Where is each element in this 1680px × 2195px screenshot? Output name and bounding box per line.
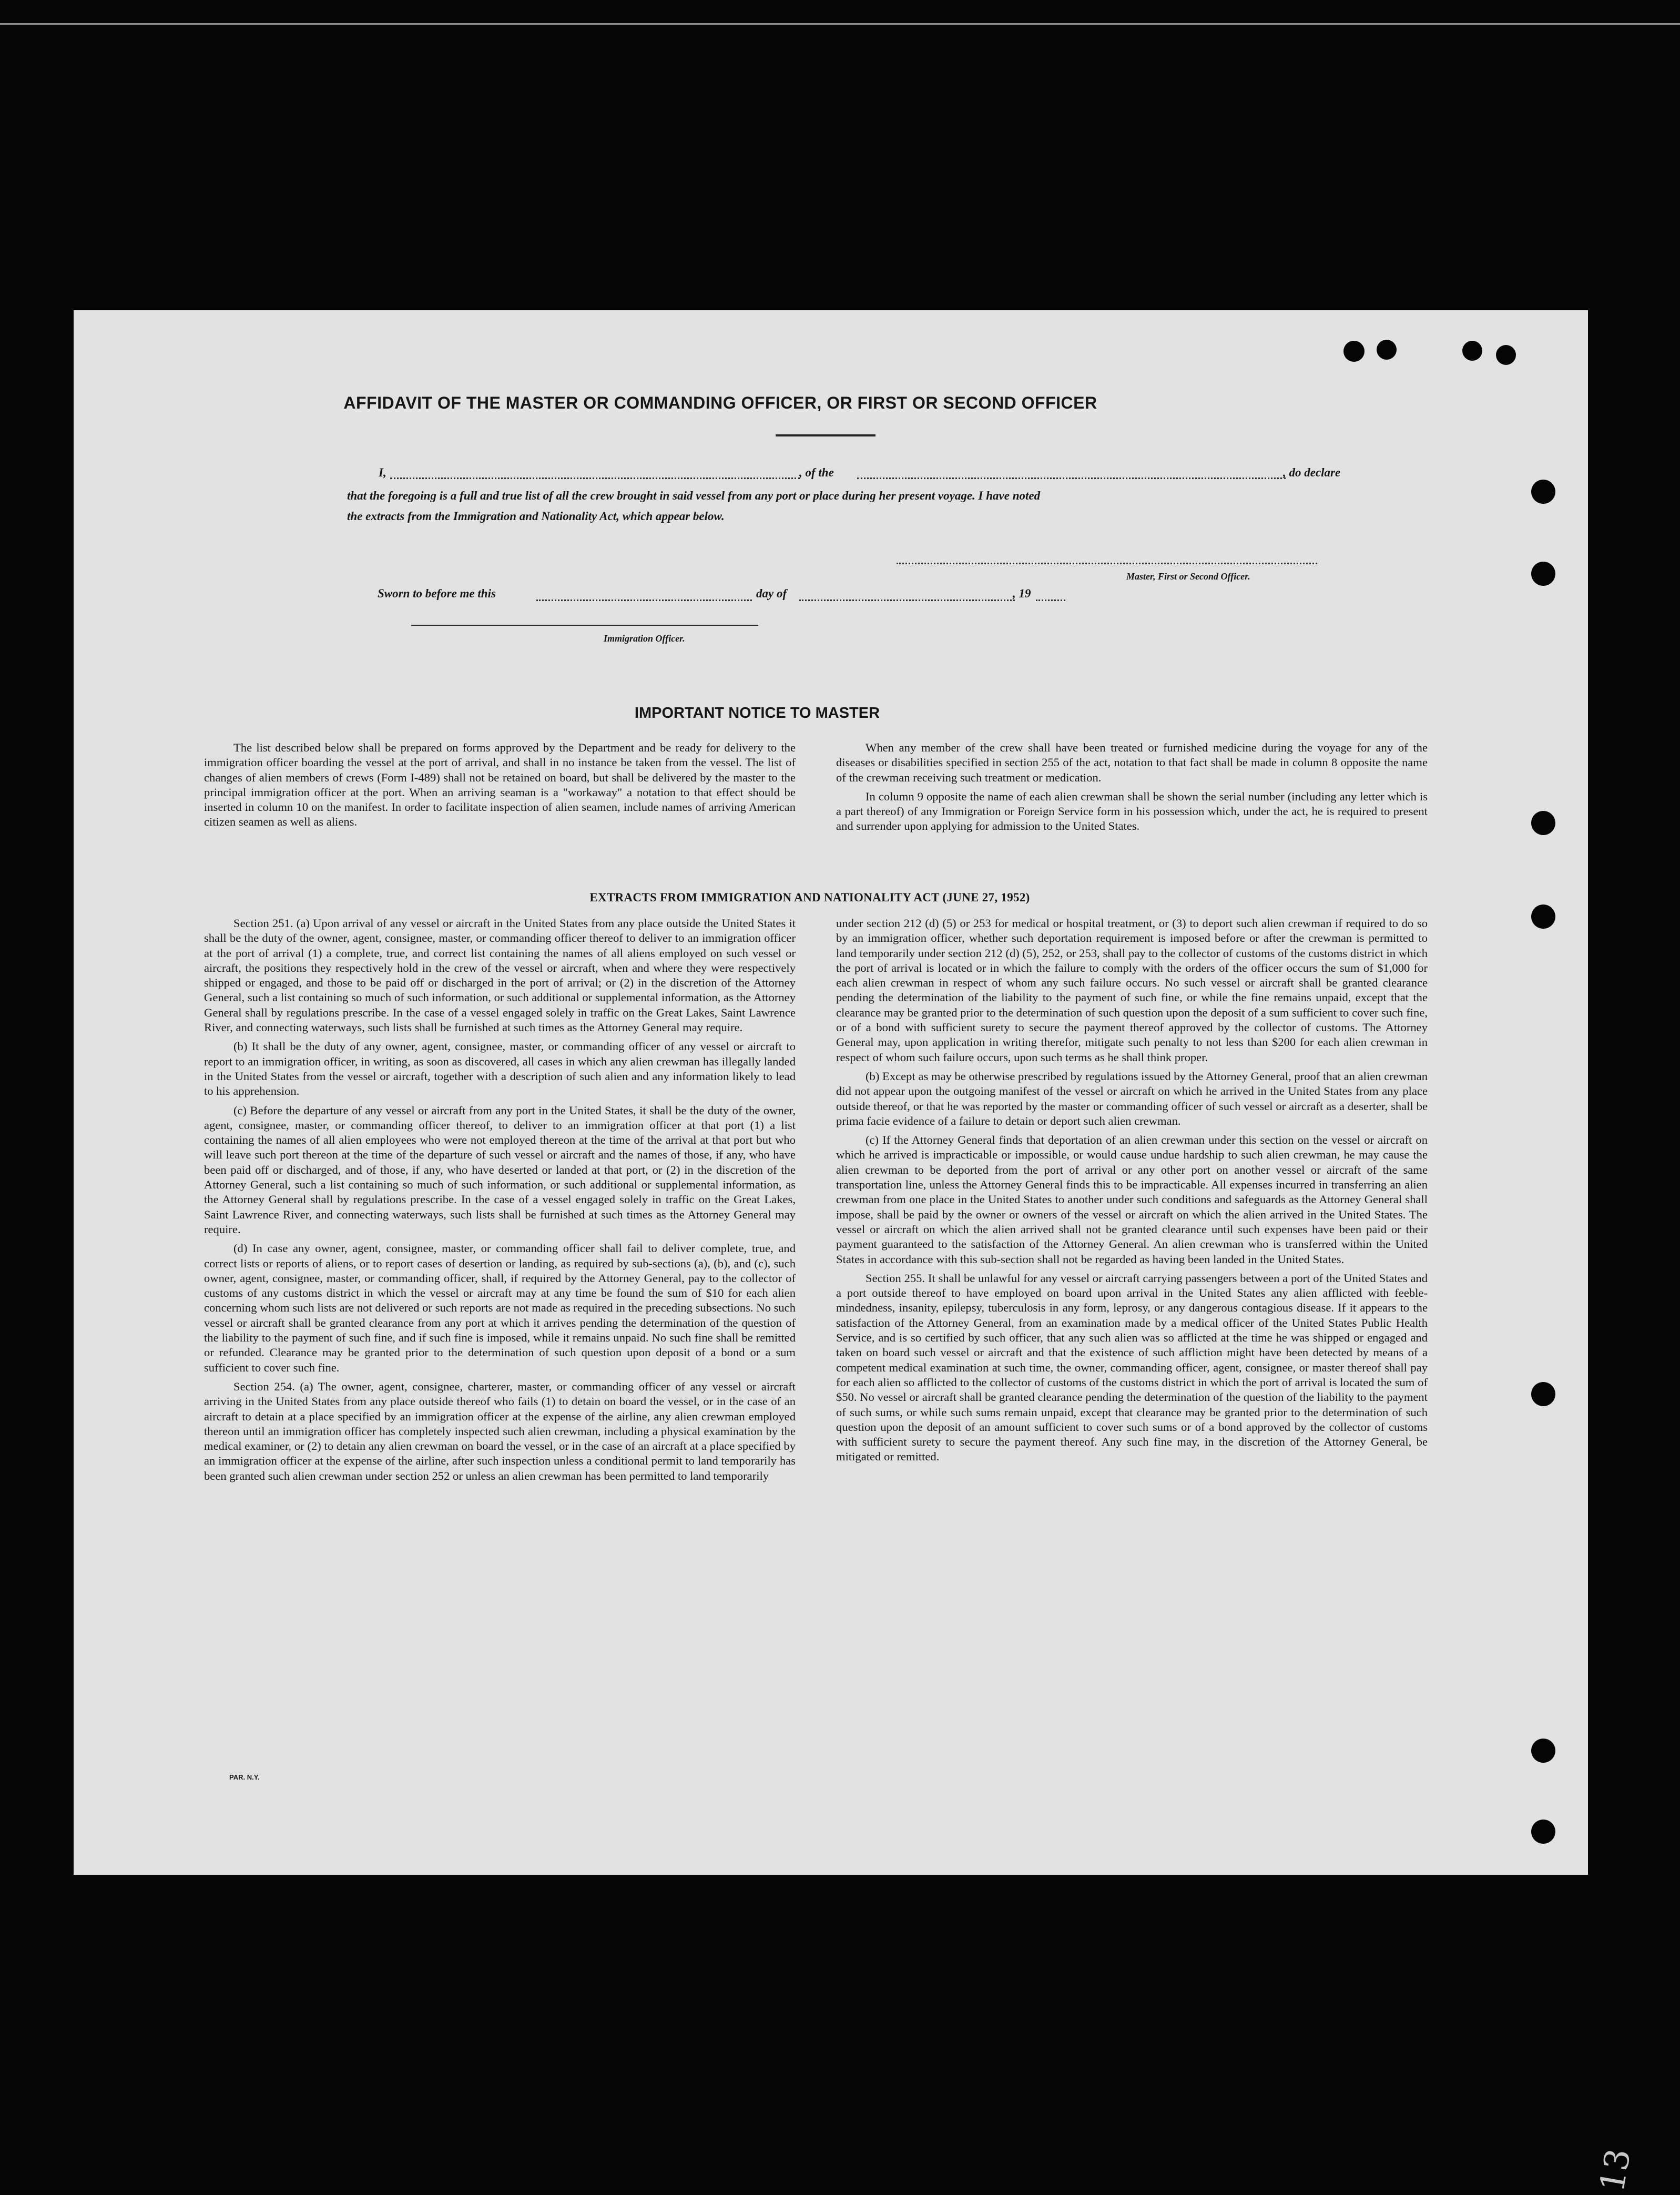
extracts-left-column <box>204 916 796 1488</box>
immigration-officer-signature-line[interactable] <box>411 625 758 626</box>
punch-hole-top-3 <box>1462 341 1482 361</box>
title-underline <box>776 434 875 436</box>
section-254-c: (c) If the Attorney General finds that deportation of an alien crewman under this section on the vessel or aircraft on which he arrived is impracticable or impossible, or would cause undue hardship to such alien crewman, he may cause the alien crewman to be deported from the port of arrival or any other port on another vessel or aircraft of the same transportation line, unless the Attorney General finds this to be impracticable. All expenses incurred in transferring an alien crewman from one place in the United States to another under such conditions and safeguards as the Attorney General shall impose, shall be paid by the owner or owners of the vessel or aircraft on which the alien arrived in the United States. The vessel or aircraft on which the alien arrived shall not be granted clearance until such expenses have been paid or their payment guaranteed to the satisfaction of the Attorney General. An alien crewman who is transferred within the United States in accordance with this sub-section shall not be regarded as having been landed in the United States. <box>836 1133 1428 1266</box>
section-251-a: Section 251. (a) Upon arrival of any vessel or aircraft in the United States from any place outside the United States it shall be the duty of the owner, agent, consignee, master, or commanding officer thereof to deliver to an immigration officer at the port of arrival (1) a complete, true, and correct list containing the names of all aliens employed on such vessel or aircraft, the positions they respectively hold in the crew of the vessel or aircraft, when and where they were respectively shipped or engaged, and those to be paid off or discharged in the port of arrival; or (2) in the discretion of the Attorney General, such a list containing so much of such information, or such additional or supplemental information, as the Attorney General shall by regulations prescribe. In the case of a vessel engaged solely in traffic on the Great Lakes, Saint Lawrence River, and connecting waterways, such lists shall be furnished at such times as the Attorney General may require. <box>204 917 796 1034</box>
sworn-year-field-line[interactable] <box>1036 599 1065 601</box>
section-251-c: (c) Before the departure of any vessel or aircraft from any port in the United States, it shall be the duty of the owner, agent, consignee, master, or commanding officer thereof, to deliver to an immigration officer at that port (1) a list containing the names of all alien employees who were not employed thereon at the time of the arrival at that port but who will leave such port thereon at the time of the departure of such vessel or aircraft and the names of those, if any, who have been paid off or discharged, and of those, if any, who have deserted or landed at that port, or (2) in the discretion of the Attorney General, such a list containing so much of such information, or such additional or supplemental information, as the Attorney General shall by regulations prescribe. In the case of a vessel engaged solely in traffic on the Great Lakes, Saint Lawrence River, and connecting waterways, such lists shall be furnished at such times as the Attorney General may require. <box>204 1103 796 1236</box>
form-page <box>74 310 1639 2195</box>
section-251-b: (b) It shall be the duty of any owner, agent, consignee, master, or commanding officer of any vessel or aircraft to report to an immigration officer, in writing, as soon as discovered, all cases in which any alien crewman has illegally landed in the United States from the vessel or aircraft, together with a description of such alien and any information likely to lead to his apprehension. <box>204 1040 796 1098</box>
notice-title: IMPORTANT NOTICE TO MASTER <box>634 705 880 721</box>
punch-hole-right-5 <box>1531 1382 1555 1406</box>
handwritten-page-number: 13 <box>1593 2146 1639 2195</box>
do-declare-label: , do declare <box>1283 466 1341 479</box>
section-255: Section 255. It shall be unlawful for any vessel or aircraft carrying passengers between a port of the United States and a port outside thereof to have employed on board upon arrival in the United States any alien afflicted with feeble-mindedness, insanity, epilepsy, tuberculosis in any form, leprosy, or any dangerous contagious disease. If it appears to the satisfaction of the Attorney General, from an examination made by a medical officer of the United States Public Health Service, and is so certified by such officer, that any such alien was so afflicted at the time he was shipped or engaged and taken on board such vessel or aircraft and that the existence of such affliction might have been detected by means of a competent medical examination at such time, the owner, commanding officer, agent, consignee, or master thereof shall pay for each alien so afflicted to the collector of customs of the customs district in which the port of arrival is located the sum of $50. No vessel or aircraft shall be granted clearance pending the determination of the question of the liability to the payment of such sums, or while such sums remain unpaid, except that clearance may be granted prior to the determination of such question upon the deposit of an amount sufficient to cover such sums or of a bond approved by the collector of customs with sufficient surety to secure the payment thereof. Any such fine may, in the discretion of the Attorney General, be mitigated or remitted. <box>836 1271 1428 1464</box>
notice-right-paragraph-2: In column 9 opposite the name of each alien crewman shall be shown the serial number (including any letter which is a part thereof) of any Immigration or Foreign Service form in his possession which, under the act, he is required to present and surrender upon applying for admission to the United States. <box>836 789 1428 833</box>
extracts-right-column <box>836 916 1428 1469</box>
section-254-a: Section 254. (a) The owner, agent, consignee, charterer, master, or commanding officer of any vessel or aircraft arriving in the United States from any place outside thereof who fails (1) to detain on board the vessel, or in the case of an aircraft to detain at a place specified by an immigration officer at the expense of the airline, any alien crewman employed thereon until an immigration officer has completely inspected such alien crewman, including a physical examination by the medical examiner, or (2) to detain any alien crewman on board the vessel, or in the case of an aircraft at a place specified by an immigration officer at the expense of the airline, after such inspection unless a conditional permit to land temporarily has been granted such alien crewman under section 252 or unless an alien crewman has been permitted to land temporarily <box>204 1379 796 1482</box>
declaration-line-1 <box>379 466 1435 483</box>
of-the-label: , of the <box>799 466 834 479</box>
punch-hole-right-6 <box>1531 1739 1555 1763</box>
vessel-field-line[interactable] <box>857 477 1286 479</box>
notice-left-column <box>204 740 796 834</box>
sworn-month-field-line[interactable] <box>799 599 1015 601</box>
punch-hole-right-7 <box>1531 1820 1555 1844</box>
sworn-label: Sworn to before me this <box>378 587 496 600</box>
notice-right-paragraph-1: When any member of the crew shall have been treated or furnished medicine during the voyage for any of the diseases or disabilities specified in section 255 of the act, notation to that fact shall be made in column 8 opposite the name of the crewman receiving such treatment or medication. <box>836 741 1428 784</box>
immigration-officer-label: Immigration Officer. <box>604 633 685 644</box>
sworn-day-field-line[interactable] <box>536 599 752 601</box>
punch-hole-top-4 <box>1496 345 1516 365</box>
extracts-title: EXTRACTS FROM IMMIGRATION AND NATIONALITY ACT (JUNE 27, 1952) <box>589 891 1030 904</box>
sworn-line <box>378 587 1166 605</box>
punch-hole-right-3 <box>1531 811 1555 835</box>
section-251-d: (d) In case any owner, agent, consignee, master, or commanding officer shall fail to deliver complete, true, and correct lists or reports of aliens, or to report cases of desertion or landing, as required by sub-sections (a), (b), and (c), such owner, agent, consignee, master, or commanding officer, shall, if required by the Attorney General, pay to the collector of customs of any customs district in which the vessel or aircraft may at any time be found the sum of $10 for each alien concerning whom such lists are not delivered or such reports are not made as required in the preceding subsections. No such vessel or aircraft shall be granted clearance from any port at which it arrives pending the determination of the question of the liability to the payment of such fine, and if such fine is imposed, while it remains unpaid. No such fine shall be remitted or refunded. Clearance may be granted prior to the determination of such question upon deposit of a bond or a sum sufficient to cover such fine. <box>204 1242 796 1374</box>
master-signature-label: Master, First or Second Officer. <box>1126 571 1250 582</box>
name-field-line[interactable] <box>390 477 800 479</box>
notice-left-paragraph: The list described below shall be prepared on forms approved by the Department and be ready for delivery to the immigration officer boarding the vessel at the port of arrival, and shall in no instance be taken from the vessel. The list of changes of alien members of crews (Form I-489) shall not be retained on board, but shall be delivered by the master to the principal immigration officer at the port. When an arriving seaman is a "workaway" a notation to that effect should be inserted in column 10 on the manifest. In order to facilitate inspection of alien seamen, include names of arriving American citizen seamen as well as aliens. <box>204 741 796 829</box>
punch-hole-right-4 <box>1531 905 1555 929</box>
declaration-line-3: the extracts from the Immigration and Nationality Act, which appear below. <box>347 510 725 523</box>
affidavit-title: AFFIDAVIT OF THE MASTER OR COMMANDING OFFICER, OR FIRST OR SECOND OFFICER <box>343 393 1097 412</box>
year-label: , 19 <box>1013 587 1031 600</box>
punch-hole-right-2 <box>1531 562 1555 586</box>
punch-hole-top-1 <box>1343 341 1365 362</box>
day-of-label: day of <box>756 587 787 600</box>
declaration-line-2: that the foregoing is a full and true list of all the crew brought in said vessel from any port or place during her present voyage. I have noted <box>347 489 1041 502</box>
punch-hole-top-2 <box>1377 340 1397 360</box>
section-254-b: (b) Except as may be otherwise prescribed by regulations issued by the Attorney General, proof that an alien crewman did not appear upon the outgoing manifest of the vessel or aircraft on which he arrived in the United States from any place outside thereof, or that he was reported by the master or commanding officer of such vessel or aircraft as a deserter, shall be prima facie evidence of a failure to detain or deport such alien crewman. <box>836 1069 1428 1127</box>
printer-mark: PAR. N.Y. <box>229 1773 260 1781</box>
master-signature-line[interactable] <box>897 563 1317 564</box>
scan-edge-line <box>0 23 1680 25</box>
notice-right-column <box>836 740 1428 838</box>
i-label: I, <box>379 466 386 479</box>
section-254-a-continued: under section 212 (d) (5) or 253 for medical or hospital treatment, or (3) to deport such alien crewman if required to do so by an immigration officer, whether such deportation requirement is imposed before or after the crewman is permitted to land temporarily under section 212 (d) (5), 252, or 253, shall pay to the collector of customs of the customs district in which the port of arrival is located or in which the failure to comply with the orders of the officer occurs the sum of $1,000 for each alien crewman in respect of whom any such failure occurs. No such vessel or aircraft shall be granted clearance pending the determination of the liability to the payment of such fine, or while the fine remains unpaid, except that the clearance may be granted prior to the determination of such question upon the deposit of a sum sufficient to cover such fine, or of a bond with sufficient surety to secure the payment thereof approved by the collector of customs. The Attorney General may, upon application in writing therefor, mitigate such penalty to not less than $200 for each alien crewman in respect of whom such failure occurs, upon such terms as he shall think proper. <box>836 917 1428 1064</box>
punch-hole-right-1 <box>1531 480 1555 504</box>
